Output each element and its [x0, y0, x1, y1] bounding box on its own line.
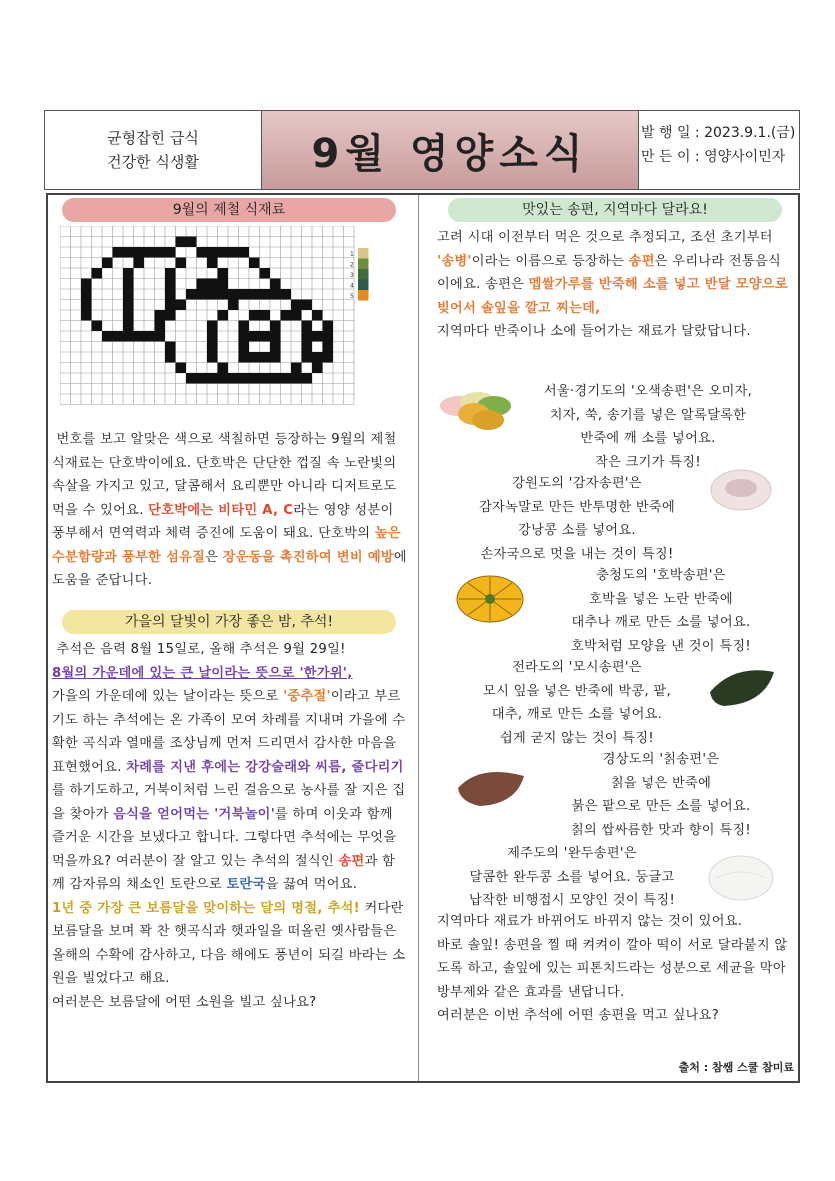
p2-text-k: 과 함께 감자류의 채소인 토란으로 — [52, 853, 396, 892]
jeju-line-1: 제주도의 '완두송편'은 — [507, 846, 637, 861]
wandu-songpyeon-image — [704, 848, 778, 904]
grid-cell-filled — [92, 268, 103, 279]
grid-cell-filled — [302, 342, 313, 353]
grid-cell-filled — [207, 321, 218, 332]
p1-highlight-fiber: 높은 수분함량과 풍부한 섬유질 — [52, 526, 401, 565]
legend-number: 5 — [350, 293, 354, 300]
grid-cell-filled — [291, 373, 302, 384]
p3-text-b: 커다란 보름달을 보며 꽉 찬 햇곡식과 햇과일을 떠올린 옛사람들은 올해의 수확에 감사하고, 다음 해에도 풍년이 되길 바라는 소원을 빌었다고 해요. — [52, 900, 406, 986]
grid-cell-filled — [134, 247, 145, 258]
grid-cell-filled — [102, 258, 113, 269]
grid-cell-filled — [239, 321, 250, 332]
grid-cell-filled — [270, 342, 281, 353]
grid-cell-filled — [165, 268, 176, 279]
grid-cell-filled — [165, 310, 176, 321]
grid-cell-filled — [218, 289, 229, 300]
grid-cell-filled — [281, 289, 292, 300]
p2-jungchujeol: '중추절' — [283, 689, 331, 704]
chik-songpyeon-image — [452, 762, 530, 810]
grid-cell-filled — [123, 321, 134, 332]
grid-cell-filled — [197, 289, 208, 300]
grid-cell-filled — [113, 331, 124, 342]
grid-cell-filled — [81, 310, 92, 321]
grid-cell-filled — [302, 352, 313, 363]
p2-text-g: 를 하기도하고, 거북이처럼 느린 걸음으로 농사를 잘 지은 집을 찾아가 — [52, 783, 406, 822]
grid-cell-filled — [186, 237, 197, 248]
legend-number: 1 — [350, 251, 354, 258]
gangwon-line-2: 감자녹말로 만든 반투명한 반죽에 — [478, 499, 676, 515]
grid-cell-filled — [218, 363, 229, 374]
issue-date: 2023.9.1.(금) — [704, 125, 796, 141]
slogan-line-2: 건강한 식생활 — [107, 153, 199, 171]
p2-text-m: 을 끓여 먹어요. — [265, 877, 358, 892]
page-title: 9월 영양소식 — [261, 111, 639, 189]
newsletter-header — [44, 110, 800, 190]
jeju-line-2: 달콤한 완두콩 소를 넣어요. 둥글고 — [469, 869, 675, 885]
region-chungcheong — [530, 564, 792, 658]
region-seoul — [514, 380, 782, 474]
outro-line-3: 여러분은 이번 추석에 어떤 송편을 먹고 싶나요? — [437, 1008, 719, 1023]
gyeongsang-line-2: 칡을 넣은 반죽에 — [610, 775, 712, 791]
intro-songpyeon: 송편 — [628, 253, 655, 269]
legend-number: 3 — [350, 272, 354, 279]
grid-cell-filled — [218, 247, 229, 258]
gangwon-line-4: 손자국으로 멋을 내는 것이 특징! — [480, 546, 674, 562]
seoul-line-2: 치자, 쑥, 송기를 넣은 알록달록한 — [549, 407, 747, 423]
grid-cell-filled — [228, 373, 239, 384]
grid-cell-filled — [270, 352, 281, 363]
grid-cell-filled — [270, 289, 281, 300]
grid-cell-filled — [260, 331, 271, 342]
issue-date-line — [641, 121, 801, 145]
grid-cell-filled — [92, 321, 103, 332]
grid-cell-filled — [239, 289, 250, 300]
intro-text-c: 이라는 이름으로 등장하는 — [471, 253, 629, 269]
grid-cell-filled — [123, 289, 134, 300]
grid-cell-filled — [176, 258, 187, 269]
grid-cell-filled — [302, 373, 313, 384]
grid-cell-filled — [123, 279, 134, 290]
grid-cell-filled — [155, 331, 166, 342]
p1-text-a: 번호를 보고 알맞은 색으로 색칠하면 등장하는 9월의 제철 식재료는 단호박이에요. 단호박은 단단한 껍질 속 노란빛의 속살을 가지고 있고, 달콤해서 요리뿐만 아니라 디저트로도 먹을 수 있어요. — [52, 432, 397, 518]
slogan-box — [45, 111, 261, 189]
grid-cell-filled — [123, 268, 134, 279]
grid-cell-filled — [270, 373, 281, 384]
jeju-line-3: 납작한 비행접시 모양인 것이 특징! — [468, 893, 676, 908]
seoul-line-4: 작은 크기가 특징! — [595, 454, 701, 470]
grid-cell-filled — [239, 373, 250, 384]
grid-cell-filled — [239, 352, 250, 363]
grid-cell-filled — [207, 342, 218, 353]
grid-cell-filled — [270, 321, 281, 332]
grid-cell-filled — [144, 247, 155, 258]
grid-cell-filled — [239, 342, 250, 353]
grid-cell-filled — [165, 352, 176, 363]
gangwon-line-1: 강원도의 '감자송편'은 — [512, 476, 642, 491]
grid-cell-filled — [270, 331, 281, 342]
grid-cell-filled — [323, 331, 334, 342]
grid-cell-filled — [134, 258, 145, 269]
gyeongsang-line-3: 붉은 팥으로 만든 소를 넣어요. — [571, 799, 751, 814]
p1-text-g: 에 도움을 준답니다. — [52, 549, 407, 588]
grid-cell-filled — [312, 310, 323, 321]
grid-cell-filled — [312, 352, 323, 363]
grid-cell-filled — [207, 373, 218, 384]
issue-date-label: 발 행 일 : — [641, 125, 705, 141]
slogan-line-1: 균형잡힌 급식 — [107, 129, 199, 147]
jeolla-line-4: 쉽게 굳지 않는 것이 특징! — [500, 730, 654, 746]
p1-highlight-digestion: 장운동을 촉진하여 변비 예방 — [222, 549, 394, 565]
mosi-songpyeon-image — [704, 662, 778, 710]
author-line — [641, 145, 801, 169]
grid-cell-filled — [207, 352, 218, 363]
issue-info — [641, 121, 801, 169]
grid-cell-filled — [260, 352, 271, 363]
pumpkin-paragraph — [52, 428, 408, 593]
grid-cell-filled — [312, 331, 323, 342]
grid-cell-filled — [165, 247, 176, 258]
p1-highlight-vitamin: 단호박에는 비타민 A, C — [148, 502, 294, 518]
p2-games: 차례를 지낸 후에는 강강술래와 씨름, 줄다리기 — [126, 759, 404, 775]
author-label: 만 든 이 : — [641, 149, 705, 165]
grid-cell-filled — [260, 373, 271, 384]
grid-cell-filled — [312, 363, 323, 374]
grid-cell-filled — [134, 331, 145, 342]
seoul-line-1: 서울·경기도의 '오색송편'은 오미자, — [543, 384, 753, 399]
gyeongsang-line-1: 경상도의 '칡송편'은 — [602, 752, 720, 767]
author: 영양사이민자 — [704, 149, 786, 165]
grid-cell-filled — [197, 247, 208, 258]
p2-text-c: 가을의 가운데에 있는 날이라는 뜻으로 — [52, 689, 284, 704]
grid-cell-filled — [123, 331, 134, 342]
p4-question: 여러분은 보름달에 어떤 소원을 빌고 싶나요? — [52, 994, 317, 1010]
jeolla-line-1: 전라도의 '모시송편'은 — [512, 660, 642, 675]
grid-cell-filled — [228, 247, 239, 258]
p2-geobuk: 음식을 얻어먹는 '거북놀이' — [113, 806, 276, 822]
songpyeon-outro — [437, 910, 793, 1028]
region-gyeongsang — [530, 748, 792, 842]
legend-number: 2 — [350, 261, 354, 269]
p2-text-i: 를 하며 이웃과 함께 즐거운 시간을 보냈다고 합니다. 그렇다면 추석에는 무엇을 먹을까요? 여러분이 잘 알고 있는 추석의 절식인 — [52, 806, 397, 869]
grid-cell-filled — [207, 331, 218, 342]
legend-swatch — [358, 269, 369, 280]
grid-cell-filled — [249, 373, 260, 384]
grid-cell-filled — [176, 237, 187, 248]
grid-cell-filled — [144, 331, 155, 342]
legend-swatch — [358, 290, 369, 301]
p2-songpyeon: 송편 — [338, 853, 365, 869]
region-jeolla — [446, 656, 708, 750]
grid-cell-filled — [165, 279, 176, 290]
grid-cell-filled — [260, 310, 271, 321]
grid-cell-filled — [218, 279, 229, 290]
grid-cell-filled — [249, 331, 260, 342]
grid-cell-filled — [260, 268, 271, 279]
grid-cell-filled — [123, 310, 134, 321]
seasonal-ingredient-banner: 9월의 제철 식재료 — [62, 198, 396, 222]
grid-cell-filled — [249, 258, 260, 269]
intro-recipe: 멥쌀가루를 반죽해 소를 넣고 반달 모양으로 빚어서 솔잎을 깔고 찌는데, — [437, 277, 788, 316]
grid-cell-filled — [155, 247, 166, 258]
grid-cell-filled — [123, 300, 134, 311]
source-credit: 출처 : 참쌤 스쿨 참미료 — [678, 1061, 794, 1074]
outro-line-2: 바로 솔잎! 송편을 찔 때 켜켜이 깔아 떡이 서로 달라붙지 않도록 하고, 솔잎에 있는 피톤치드라는 성분으로 세균을 막아 방부제와 같은 효과를 낸답니다. — [437, 937, 788, 1000]
grid-cell-filled — [302, 300, 313, 311]
grid-cell-filled — [176, 300, 187, 311]
color-legend — [350, 248, 369, 301]
grid-cell-filled — [302, 331, 313, 342]
grid-cell-filled — [228, 300, 239, 311]
grid-cell-filled — [218, 310, 229, 321]
grid-cell-filled — [165, 342, 176, 353]
region-jeju — [436, 842, 708, 913]
grid-cell-filled — [207, 279, 218, 290]
grid-cell-filled — [207, 258, 218, 269]
grid-cell-filled — [323, 321, 334, 332]
grid-cell-filled — [113, 247, 124, 258]
chungcheong-line-4: 호박처럼 모양을 낸 것이 특징! — [570, 638, 752, 654]
grid-cell-filled — [165, 300, 176, 311]
grid-cell-filled — [81, 279, 92, 290]
p1-text-e: 은 — [205, 549, 223, 565]
chungcheong-line-3: 대추나 깨로 만든 소를 넣어요. — [571, 615, 751, 630]
p2-toranguk: 토란국 — [226, 877, 266, 892]
grid-cell-filled — [186, 289, 197, 300]
p3-fullmoon: 1년 중 가장 큰 보름달을 맞이하는 달의 명절, 추석! — [52, 900, 360, 916]
gamja-songpyeon-image — [706, 464, 776, 514]
intro-text-e: 은 우리나라 전통음식이에요. 송편은 — [437, 253, 782, 292]
grid-cell-filled — [270, 279, 281, 290]
column-divider — [418, 195, 419, 1081]
grid-cell-filled — [207, 289, 218, 300]
gangwon-line-3: 강낭콩 소를 넣어요. — [518, 523, 636, 538]
grid-cell-filled — [281, 310, 292, 321]
pumpkin-coloring-grid — [60, 226, 398, 420]
grid-cell-filled — [197, 373, 208, 384]
seoul-line-3: 반죽에 깨 소를 넣어요. — [580, 431, 716, 446]
grid-cell-filled — [323, 342, 334, 353]
grid-cell-filled — [228, 289, 239, 300]
region-gangwon — [446, 472, 708, 566]
grid-cell-filled — [102, 331, 113, 342]
grid-cell-filled — [186, 373, 197, 384]
grid-cell-filled — [81, 300, 92, 311]
grid-cell-filled — [281, 373, 292, 384]
chuseok-banner: 가을의 달빛이 가장 좋은 밤, 추석! — [62, 610, 396, 634]
osaek-songpyeon-image — [436, 388, 518, 434]
grid-cell-filled — [249, 310, 260, 321]
chungcheong-line-2: 호박을 넣은 노란 반죽에 — [589, 591, 733, 607]
grid-cell-filled — [291, 363, 302, 374]
songpyeon-intro — [437, 226, 793, 344]
grid-cell-filled — [239, 247, 250, 258]
grid-cell-filled — [218, 373, 229, 384]
p1-text-c: 라는 영양 성분이 풍부해서 면역력과 체력 증진에 도움이 돼요. 단호박의 — [52, 502, 394, 541]
grid-cell-filled — [323, 352, 334, 363]
gyeongsang-line-4: 칡의 쌉싸름한 맛과 향이 특징! — [570, 822, 752, 838]
grid-cell-filled — [291, 310, 302, 321]
p2-text-a: 추석은 음력 8월 15일로, 올해 추석은 9월 29일! — [56, 642, 346, 657]
grid-cell-filled — [155, 310, 166, 321]
outro-line-1: 지역마다 재료가 바뀌어도 바뀌지 않는 것이 있어요. — [437, 914, 743, 929]
intro-text-g: 지역마다 반죽이나 소에 들어가는 재료가 달랐답니다. — [437, 324, 751, 339]
grid-cell-filled — [249, 352, 260, 363]
p2-hangawi: 8월의 가운데에 있는 큰 날이라는 뜻으로 '한가위', — [52, 665, 353, 681]
p2-text-e: 이라고 부르기도 하는 추석에는 온 가족이 모여 차례를 지내며 가을에 수확한 곡식과 열매를 조상님께 먼저 드리면서 감사한 마음을 표현했어요. — [52, 689, 406, 775]
grid-cell-filled — [249, 289, 260, 300]
legend-swatch — [358, 248, 369, 259]
grid-cell-filled — [155, 321, 166, 332]
grid-cell-filled — [291, 300, 302, 311]
jeolla-line-2: 모시 잎을 넣은 반죽에 박콩, 팥, — [483, 683, 671, 699]
grid-cell-filled — [176, 363, 187, 374]
grid-cell-filled — [260, 289, 271, 300]
grid-cell-filled — [81, 289, 92, 300]
chungcheong-line-1: 충청도의 '호박송편'은 — [596, 568, 726, 583]
legend-swatch — [358, 259, 369, 270]
grid-cell-filled — [197, 279, 208, 290]
hobak-songpyeon-image — [454, 572, 526, 624]
grid-cell-filled — [239, 331, 250, 342]
grid-cell-filled — [165, 289, 176, 300]
grid-cell-filled — [123, 247, 134, 258]
grid-cell-filled — [302, 321, 313, 332]
grid-cell-filled — [207, 247, 218, 258]
legend-number: 4 — [350, 282, 354, 290]
intro-songbyeong: '송병' — [437, 253, 472, 269]
chuseok-paragraph — [52, 638, 408, 1014]
legend-swatch — [358, 280, 369, 291]
grid-cell-filled — [218, 268, 229, 279]
songpyeon-banner: 맛있는 송편, 지역마다 달라요! — [448, 198, 782, 222]
intro-text-a: 고려 시대 이전부터 먹은 것으로 추정되고, 조선 초기부터 — [437, 230, 773, 245]
jeolla-line-3: 대추, 깨로 만든 소를 넣어요. — [491, 707, 663, 722]
